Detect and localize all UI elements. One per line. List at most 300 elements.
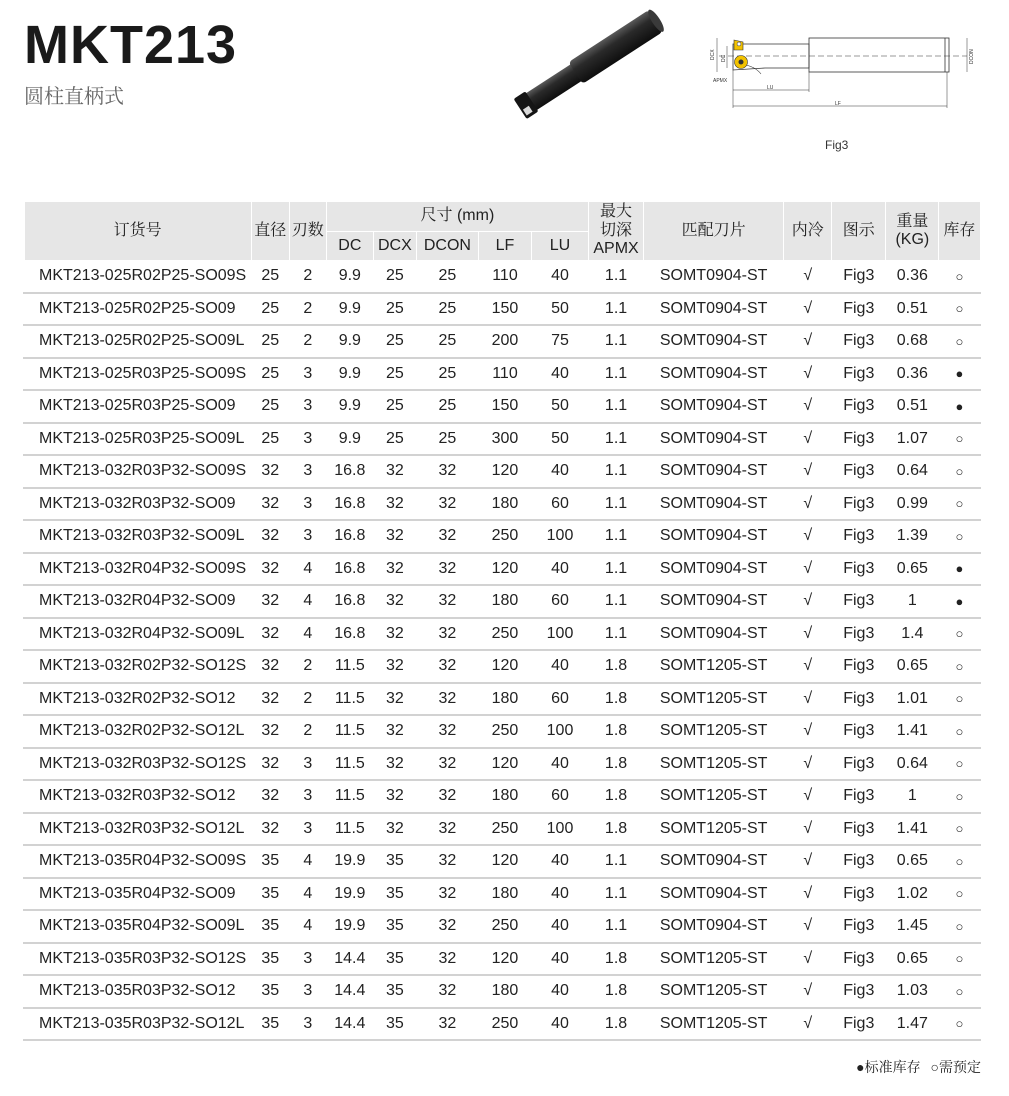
cell-dcon: 32 bbox=[416, 845, 478, 878]
cell-dc: 14.4 bbox=[326, 943, 373, 976]
cell-order-code: MKT213-025R03P25-SO09L bbox=[24, 423, 251, 456]
cell-coolant: √ bbox=[784, 975, 832, 1008]
cell-lf: 180 bbox=[478, 585, 531, 618]
cell-weight: 0.36 bbox=[886, 358, 939, 391]
cell-teeth: 3 bbox=[289, 975, 326, 1008]
cell-stock: ○ bbox=[939, 325, 980, 358]
cell-dcon: 32 bbox=[416, 650, 478, 683]
cell-order-code: MKT213-032R03P32-SO12L bbox=[24, 813, 251, 846]
table-row bbox=[24, 813, 980, 846]
cell-apmx: 1.1 bbox=[589, 845, 644, 878]
cell-weight: 0.68 bbox=[886, 325, 939, 358]
cell-order-code: MKT213-032R03P32-SO09 bbox=[24, 488, 251, 521]
cell-insert: SOMT1205-ST bbox=[644, 1008, 784, 1041]
cell-stock: ● bbox=[939, 553, 980, 586]
table-row bbox=[24, 748, 980, 781]
cell-teeth: 3 bbox=[289, 813, 326, 846]
cell-weight: 0.65 bbox=[886, 650, 939, 683]
cell-stock: ○ bbox=[939, 845, 980, 878]
cell-coolant: √ bbox=[784, 293, 832, 326]
cell-apmx: 1.8 bbox=[589, 780, 644, 813]
cell-dcon: 32 bbox=[416, 780, 478, 813]
cell-stock: ● bbox=[939, 358, 980, 391]
cell-fig: Fig3 bbox=[832, 618, 886, 651]
cell-coolant: √ bbox=[784, 780, 832, 813]
cell-teeth: 3 bbox=[289, 423, 326, 456]
cell-fig: Fig3 bbox=[832, 325, 886, 358]
cell-dcx: 35 bbox=[373, 975, 416, 1008]
col-header-coolant: 内冷 bbox=[784, 202, 832, 261]
cell-insert: SOMT0904-ST bbox=[644, 358, 784, 391]
cell-dc: 16.8 bbox=[326, 618, 373, 651]
legend-standard-stock: ●标准库存 bbox=[856, 1059, 921, 1075]
cell-weight: 0.65 bbox=[886, 845, 939, 878]
cell-coolant: √ bbox=[784, 358, 832, 391]
product-photo bbox=[500, 6, 680, 126]
cell-dcon: 32 bbox=[416, 585, 478, 618]
cell-dc: 9.9 bbox=[326, 261, 373, 293]
cell-stock: ○ bbox=[939, 975, 980, 1008]
cell-teeth: 3 bbox=[289, 488, 326, 521]
cell-teeth: 4 bbox=[289, 910, 326, 943]
cell-dcon: 32 bbox=[416, 683, 478, 716]
cell-dc: 19.9 bbox=[326, 845, 373, 878]
col-header-dcon: DCON bbox=[416, 232, 478, 261]
cell-teeth: 4 bbox=[289, 585, 326, 618]
cell-dc: 11.5 bbox=[326, 715, 373, 748]
cell-insert: SOMT0904-ST bbox=[644, 878, 784, 911]
cell-lu: 75 bbox=[531, 325, 588, 358]
cell-apmx: 1.1 bbox=[589, 618, 644, 651]
cell-dcon: 32 bbox=[416, 910, 478, 943]
cell-stock: ○ bbox=[939, 1008, 980, 1041]
cell-order-code: MKT213-035R03P32-SO12L bbox=[24, 1008, 251, 1041]
cell-teeth: 4 bbox=[289, 878, 326, 911]
cell-diameter: 32 bbox=[251, 553, 289, 586]
cell-fig: Fig3 bbox=[832, 520, 886, 553]
cell-teeth: 4 bbox=[289, 553, 326, 586]
cell-dcx: 35 bbox=[373, 943, 416, 976]
cell-insert: SOMT0904-ST bbox=[644, 423, 784, 456]
cell-lu: 60 bbox=[531, 780, 588, 813]
cell-weight: 0.64 bbox=[886, 748, 939, 781]
cell-dc: 16.8 bbox=[326, 585, 373, 618]
cell-apmx: 1.1 bbox=[589, 488, 644, 521]
cell-teeth: 3 bbox=[289, 748, 326, 781]
cell-fig: Fig3 bbox=[832, 488, 886, 521]
cell-order-code: MKT213-032R04P32-SO09L bbox=[24, 618, 251, 651]
drawing-label-lf: LF bbox=[835, 101, 841, 107]
cell-lf: 120 bbox=[478, 455, 531, 488]
cell-diameter: 32 bbox=[251, 780, 289, 813]
cell-lf: 180 bbox=[478, 683, 531, 716]
cell-stock: ○ bbox=[939, 780, 980, 813]
cell-weight: 0.51 bbox=[886, 390, 939, 423]
cell-weight: 1.02 bbox=[886, 878, 939, 911]
table-row bbox=[24, 455, 980, 488]
cell-insert: SOMT0904-ST bbox=[644, 293, 784, 326]
cell-dcon: 32 bbox=[416, 1008, 478, 1041]
cell-stock: ○ bbox=[939, 943, 980, 976]
cell-weight: 1.47 bbox=[886, 1008, 939, 1041]
cell-coolant: √ bbox=[784, 910, 832, 943]
cell-fig: Fig3 bbox=[832, 910, 886, 943]
cell-insert: SOMT1205-ST bbox=[644, 683, 784, 716]
cell-coolant: √ bbox=[784, 715, 832, 748]
cell-dcon: 32 bbox=[416, 975, 478, 1008]
cell-dcx: 35 bbox=[373, 1008, 416, 1041]
cell-order-code: MKT213-035R04P32-SO09S bbox=[24, 845, 251, 878]
cell-lf: 300 bbox=[478, 423, 531, 456]
cell-dc: 14.4 bbox=[326, 1008, 373, 1041]
page-title: MKT213 bbox=[24, 15, 238, 75]
cell-apmx: 1.8 bbox=[589, 650, 644, 683]
spec-table bbox=[23, 201, 981, 1041]
cell-dcon: 25 bbox=[416, 261, 478, 293]
cell-dcx: 32 bbox=[373, 553, 416, 586]
cell-weight: 1.39 bbox=[886, 520, 939, 553]
cell-dc: 16.8 bbox=[326, 455, 373, 488]
figure-caption: Fig3 bbox=[825, 138, 849, 152]
cell-dc: 9.9 bbox=[326, 293, 373, 326]
cell-insert: SOMT0904-ST bbox=[644, 261, 784, 293]
cell-lf: 250 bbox=[478, 715, 531, 748]
cell-lf: 150 bbox=[478, 293, 531, 326]
cell-dc: 16.8 bbox=[326, 553, 373, 586]
drawing-label-dcx: DCX bbox=[710, 49, 716, 60]
table-row bbox=[24, 943, 980, 976]
drawing-label-dc: DC bbox=[721, 54, 727, 62]
cell-apmx: 1.1 bbox=[589, 261, 644, 293]
cell-teeth: 3 bbox=[289, 455, 326, 488]
table-row bbox=[24, 358, 980, 391]
cell-dcon: 25 bbox=[416, 293, 478, 326]
cell-coolant: √ bbox=[784, 618, 832, 651]
cell-dcon: 25 bbox=[416, 423, 478, 456]
cell-coolant: √ bbox=[784, 423, 832, 456]
cell-stock: ○ bbox=[939, 488, 980, 521]
cell-fig: Fig3 bbox=[832, 813, 886, 846]
cell-order-code: MKT213-032R02P32-SO12L bbox=[24, 715, 251, 748]
table-row bbox=[24, 878, 980, 911]
cell-dc: 11.5 bbox=[326, 813, 373, 846]
cell-lu: 100 bbox=[531, 520, 588, 553]
cell-apmx: 1.1 bbox=[589, 910, 644, 943]
cell-apmx: 1.1 bbox=[589, 553, 644, 586]
cell-dc: 11.5 bbox=[326, 650, 373, 683]
cell-order-code: MKT213-035R04P32-SO09 bbox=[24, 878, 251, 911]
cell-fig: Fig3 bbox=[832, 845, 886, 878]
cell-weight: 1.41 bbox=[886, 715, 939, 748]
cell-order-code: MKT213-025R03P25-SO09 bbox=[24, 390, 251, 423]
cell-dcx: 32 bbox=[373, 780, 416, 813]
cell-order-code: MKT213-032R02P32-SO12 bbox=[24, 683, 251, 716]
cell-diameter: 32 bbox=[251, 683, 289, 716]
cell-insert: SOMT0904-ST bbox=[644, 488, 784, 521]
cell-fig: Fig3 bbox=[832, 261, 886, 293]
cell-dcon: 32 bbox=[416, 878, 478, 911]
cell-lu: 40 bbox=[531, 878, 588, 911]
cell-dcon: 32 bbox=[416, 488, 478, 521]
cell-stock: ○ bbox=[939, 423, 980, 456]
col-header-apmx: 最大 切深 APMX bbox=[589, 202, 644, 261]
cell-weight: 1.01 bbox=[886, 683, 939, 716]
cell-lf: 180 bbox=[478, 780, 531, 813]
cell-diameter: 35 bbox=[251, 943, 289, 976]
cell-dcon: 32 bbox=[416, 943, 478, 976]
cell-lu: 100 bbox=[531, 618, 588, 651]
cell-lf: 250 bbox=[478, 1008, 531, 1041]
cell-insert: SOMT0904-ST bbox=[644, 845, 784, 878]
cell-apmx: 1.1 bbox=[589, 325, 644, 358]
cell-coolant: √ bbox=[784, 553, 832, 586]
cell-diameter: 35 bbox=[251, 910, 289, 943]
cell-teeth: 3 bbox=[289, 358, 326, 391]
cell-dc: 9.9 bbox=[326, 358, 373, 391]
table-row bbox=[24, 975, 980, 1008]
col-header-diameter: 直径 bbox=[251, 202, 289, 261]
cell-lf: 120 bbox=[478, 748, 531, 781]
table-row bbox=[24, 520, 980, 553]
cell-coolant: √ bbox=[784, 585, 832, 618]
cell-dcx: 25 bbox=[373, 423, 416, 456]
cell-stock: ● bbox=[939, 585, 980, 618]
cell-dcon: 32 bbox=[416, 715, 478, 748]
cell-lf: 110 bbox=[478, 261, 531, 293]
cell-diameter: 25 bbox=[251, 325, 289, 358]
cell-dcx: 25 bbox=[373, 261, 416, 293]
cell-coolant: √ bbox=[784, 683, 832, 716]
cell-dcon: 32 bbox=[416, 813, 478, 846]
col-header-dc: DC bbox=[326, 232, 373, 261]
cell-stock: ○ bbox=[939, 293, 980, 326]
cell-stock: ○ bbox=[939, 878, 980, 911]
cell-lf: 120 bbox=[478, 553, 531, 586]
cell-diameter: 32 bbox=[251, 520, 289, 553]
cell-insert: SOMT0904-ST bbox=[644, 455, 784, 488]
cell-coolant: √ bbox=[784, 650, 832, 683]
cell-dcon: 25 bbox=[416, 325, 478, 358]
cell-fig: Fig3 bbox=[832, 975, 886, 1008]
table-row bbox=[24, 553, 980, 586]
cell-lf: 250 bbox=[478, 910, 531, 943]
cell-dcx: 25 bbox=[373, 293, 416, 326]
table-row bbox=[24, 585, 980, 618]
cell-stock: ○ bbox=[939, 261, 980, 293]
cell-insert: SOMT0904-ST bbox=[644, 910, 784, 943]
cell-stock: ○ bbox=[939, 618, 980, 651]
cell-dcx: 25 bbox=[373, 358, 416, 391]
cell-dc: 9.9 bbox=[326, 390, 373, 423]
cell-lf: 180 bbox=[478, 975, 531, 1008]
cell-lf: 250 bbox=[478, 618, 531, 651]
cell-apmx: 1.1 bbox=[589, 455, 644, 488]
cell-stock: ○ bbox=[939, 650, 980, 683]
cell-dcon: 32 bbox=[416, 748, 478, 781]
table-row bbox=[24, 423, 980, 456]
cell-lu: 40 bbox=[531, 358, 588, 391]
cell-lf: 180 bbox=[478, 488, 531, 521]
cell-order-code: MKT213-025R02P25-SO09 bbox=[24, 293, 251, 326]
cell-dcx: 32 bbox=[373, 455, 416, 488]
cell-coolant: √ bbox=[784, 1008, 832, 1041]
cell-diameter: 25 bbox=[251, 390, 289, 423]
cell-order-code: MKT213-032R03P32-SO09L bbox=[24, 520, 251, 553]
cell-apmx: 1.1 bbox=[589, 423, 644, 456]
cell-apmx: 1.8 bbox=[589, 975, 644, 1008]
cell-dc: 19.9 bbox=[326, 878, 373, 911]
cell-insert: SOMT1205-ST bbox=[644, 975, 784, 1008]
cell-lf: 250 bbox=[478, 520, 531, 553]
cell-dcx: 32 bbox=[373, 520, 416, 553]
cell-diameter: 35 bbox=[251, 1008, 289, 1041]
cell-fig: Fig3 bbox=[832, 878, 886, 911]
cell-dcx: 32 bbox=[373, 618, 416, 651]
cell-diameter: 25 bbox=[251, 358, 289, 391]
cell-teeth: 3 bbox=[289, 520, 326, 553]
cell-insert: SOMT1205-ST bbox=[644, 650, 784, 683]
cell-dc: 14.4 bbox=[326, 975, 373, 1008]
cell-insert: SOMT0904-ST bbox=[644, 585, 784, 618]
cell-dcx: 32 bbox=[373, 813, 416, 846]
cell-coolant: √ bbox=[784, 878, 832, 911]
cell-coolant: √ bbox=[784, 748, 832, 781]
cell-lf: 200 bbox=[478, 325, 531, 358]
cell-coolant: √ bbox=[784, 390, 832, 423]
cell-lu: 40 bbox=[531, 845, 588, 878]
col-header-lf: LF bbox=[478, 232, 531, 261]
cell-lu: 60 bbox=[531, 683, 588, 716]
cell-dcon: 25 bbox=[416, 358, 478, 391]
cell-teeth: 2 bbox=[289, 683, 326, 716]
cell-fig: Fig3 bbox=[832, 780, 886, 813]
technical-drawing bbox=[705, 24, 975, 114]
cell-fig: Fig3 bbox=[832, 553, 886, 586]
cell-coolant: √ bbox=[784, 845, 832, 878]
cell-order-code: MKT213-032R04P32-SO09S bbox=[24, 553, 251, 586]
cell-insert: SOMT1205-ST bbox=[644, 715, 784, 748]
cell-apmx: 1.8 bbox=[589, 813, 644, 846]
cell-lu: 100 bbox=[531, 715, 588, 748]
cell-coolant: √ bbox=[784, 261, 832, 293]
col-header-size-group: 尺寸 (mm) bbox=[326, 202, 588, 232]
cell-dcx: 35 bbox=[373, 878, 416, 911]
cell-stock: ○ bbox=[939, 715, 980, 748]
cell-order-code: MKT213-025R02P25-SO09S bbox=[24, 261, 251, 293]
cell-order-code: MKT213-035R03P32-SO12S bbox=[24, 943, 251, 976]
cell-dc: 11.5 bbox=[326, 748, 373, 781]
cell-lf: 120 bbox=[478, 650, 531, 683]
table-row bbox=[24, 715, 980, 748]
cell-lu: 100 bbox=[531, 813, 588, 846]
table-row bbox=[24, 261, 980, 293]
cell-fig: Fig3 bbox=[832, 358, 886, 391]
cell-diameter: 25 bbox=[251, 261, 289, 293]
cell-dc: 9.9 bbox=[326, 423, 373, 456]
cell-coolant: √ bbox=[784, 943, 832, 976]
table-row bbox=[24, 683, 980, 716]
cell-dcon: 32 bbox=[416, 553, 478, 586]
cell-fig: Fig3 bbox=[832, 715, 886, 748]
cell-coolant: √ bbox=[784, 488, 832, 521]
cell-dcx: 25 bbox=[373, 325, 416, 358]
cell-lu: 40 bbox=[531, 748, 588, 781]
cell-teeth: 2 bbox=[289, 715, 326, 748]
cell-insert: SOMT0904-ST bbox=[644, 553, 784, 586]
page-subtitle: 圆柱直柄式 bbox=[24, 86, 124, 108]
cell-dcx: 32 bbox=[373, 585, 416, 618]
cell-diameter: 32 bbox=[251, 813, 289, 846]
cell-weight: 0.64 bbox=[886, 455, 939, 488]
cell-weight: 0.99 bbox=[886, 488, 939, 521]
cell-lu: 40 bbox=[531, 1008, 588, 1041]
cell-order-code: MKT213-032R03P32-SO12S bbox=[24, 748, 251, 781]
cell-teeth: 3 bbox=[289, 780, 326, 813]
cell-fig: Fig3 bbox=[832, 390, 886, 423]
cell-insert: SOMT0904-ST bbox=[644, 618, 784, 651]
drawing-label-apmx: APMX bbox=[713, 78, 728, 84]
legend-order-required: ○需预定 bbox=[930, 1059, 981, 1075]
cell-weight: 0.36 bbox=[886, 261, 939, 293]
cell-dcon: 32 bbox=[416, 520, 478, 553]
drawing-label-lu: LU bbox=[767, 85, 774, 91]
cell-lu: 50 bbox=[531, 293, 588, 326]
cell-teeth: 3 bbox=[289, 1008, 326, 1041]
cell-stock: ● bbox=[939, 390, 980, 423]
col-header-lu: LU bbox=[531, 232, 588, 261]
col-header-stock: 库存 bbox=[939, 202, 980, 261]
col-header-teeth: 刃数 bbox=[289, 202, 326, 261]
cell-insert: SOMT0904-ST bbox=[644, 390, 784, 423]
cell-dcx: 32 bbox=[373, 488, 416, 521]
cell-fig: Fig3 bbox=[832, 455, 886, 488]
cell-apmx: 1.8 bbox=[589, 1008, 644, 1041]
cell-dcon: 25 bbox=[416, 390, 478, 423]
table-row bbox=[24, 488, 980, 521]
cell-weight: 1 bbox=[886, 780, 939, 813]
cell-stock: ○ bbox=[939, 910, 980, 943]
cell-apmx: 1.1 bbox=[589, 390, 644, 423]
table-row bbox=[24, 618, 980, 651]
cell-order-code: MKT213-025R02P25-SO09L bbox=[24, 325, 251, 358]
cell-diameter: 32 bbox=[251, 650, 289, 683]
cell-teeth: 3 bbox=[289, 390, 326, 423]
table-row bbox=[24, 325, 980, 358]
cell-apmx: 1.1 bbox=[589, 585, 644, 618]
cell-fig: Fig3 bbox=[832, 423, 886, 456]
cell-lu: 40 bbox=[531, 455, 588, 488]
cell-teeth: 2 bbox=[289, 261, 326, 293]
cell-lu: 40 bbox=[531, 553, 588, 586]
table-row bbox=[24, 1008, 980, 1041]
cell-dcx: 32 bbox=[373, 683, 416, 716]
cell-lu: 50 bbox=[531, 390, 588, 423]
cell-diameter: 32 bbox=[251, 715, 289, 748]
cell-dcx: 32 bbox=[373, 715, 416, 748]
cell-weight: 1.45 bbox=[886, 910, 939, 943]
cell-diameter: 35 bbox=[251, 878, 289, 911]
cell-diameter: 25 bbox=[251, 423, 289, 456]
cell-coolant: √ bbox=[784, 325, 832, 358]
cell-diameter: 35 bbox=[251, 845, 289, 878]
cell-lf: 120 bbox=[478, 845, 531, 878]
cell-coolant: √ bbox=[784, 455, 832, 488]
cell-apmx: 1.1 bbox=[589, 520, 644, 553]
cell-apmx: 1.8 bbox=[589, 683, 644, 716]
cell-stock: ○ bbox=[939, 683, 980, 716]
cell-insert: SOMT0904-ST bbox=[644, 520, 784, 553]
cell-apmx: 1.8 bbox=[589, 943, 644, 976]
